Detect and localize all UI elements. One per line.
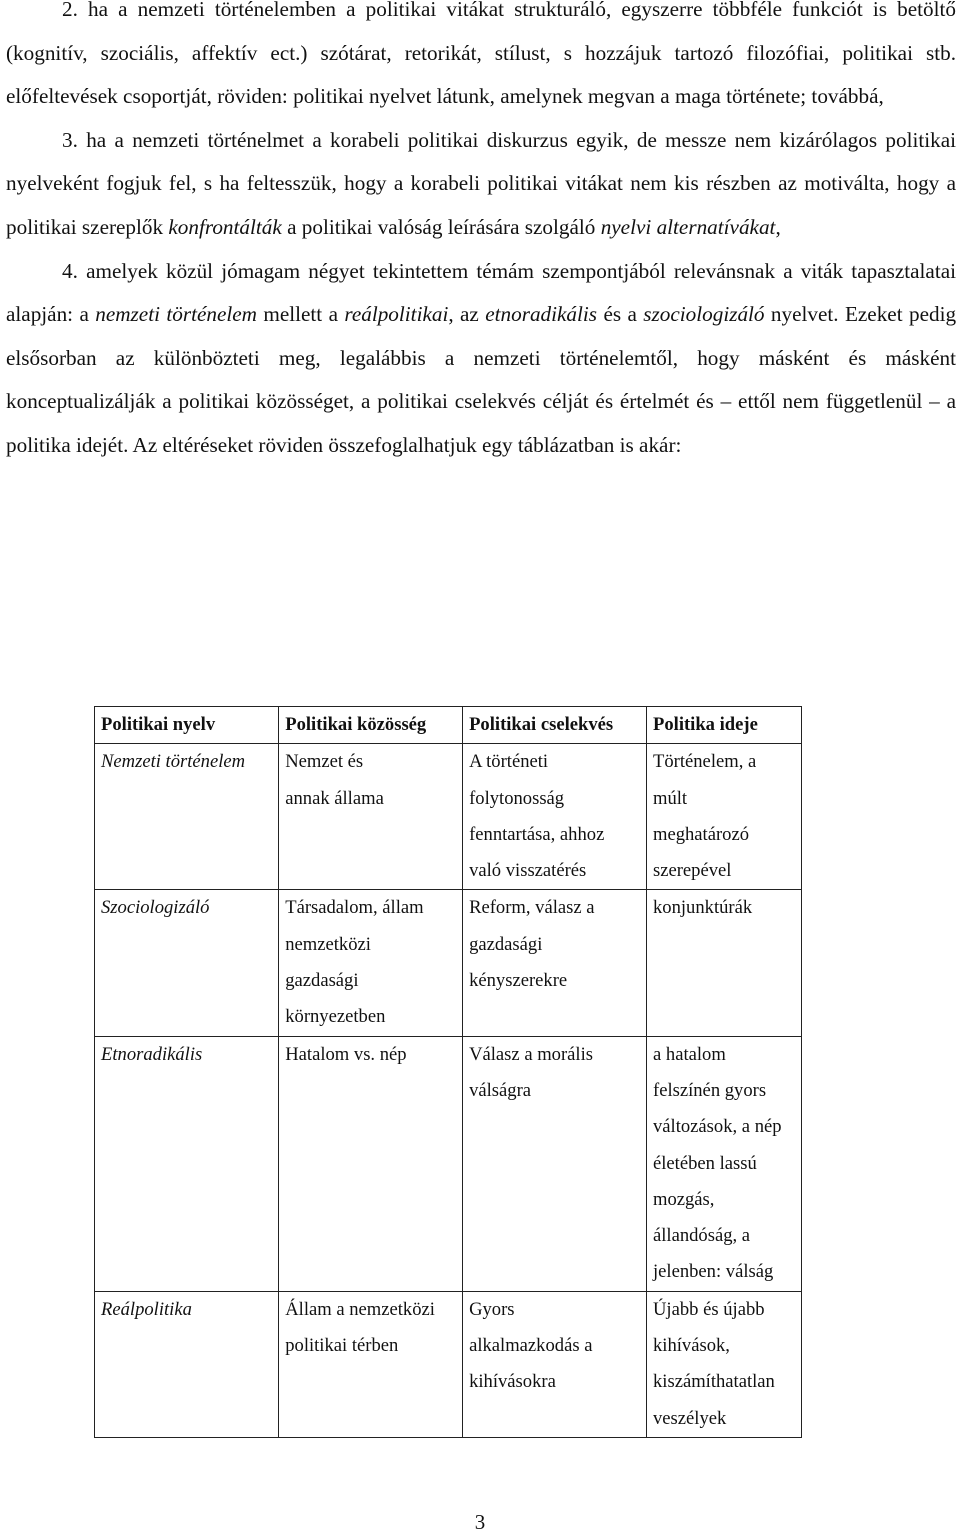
table-header-cell: Politikai közösség: [279, 707, 463, 744]
table-row: [95, 744, 802, 890]
table-cell-action: [463, 1036, 647, 1291]
cell-text: Gyors alkalmazkodás a kihívásokra: [469, 1298, 593, 1393]
cell-text: Történelem, a múlt meghatározó szerepével: [653, 751, 757, 882]
paragraph-text: ha a nemzeti történelmet a korabeli politikai diskurzus egyik, de messze nem kizárólagos politikai nyelveként fogjuk fel, s ha feltesszük, hogy a korabeli politikai vitákat nem kis részben az motiválta, hogy a politikai szereplők: [6, 127, 957, 239]
table-header-row: [95, 707, 802, 744]
emphasis-text: konfrontálták: [168, 214, 282, 239]
table-header-cell: Politikai nyelv: [95, 707, 279, 744]
cell-text: Szociologizáló: [101, 897, 210, 919]
paragraph-number: 3.: [62, 127, 78, 152]
paragraph-text: ,: [775, 214, 781, 239]
body-text: [6, 0, 956, 468]
table-cell-time: [647, 890, 802, 1036]
emphasis-text: nyelvi alternatívákat: [600, 214, 776, 239]
table-cell-action: [463, 1291, 647, 1437]
cell-text: Állam a nemzetközi politikai térben: [285, 1298, 435, 1357]
cell-text: Etnoradikális: [101, 1043, 203, 1065]
paragraph-number: 2.: [62, 0, 78, 21]
paragraph-text: mellett a: [263, 302, 338, 327]
paragraph-text: nyelvet. Ezeket pedig elsősorban az különbözteti meg, legalábbis a nemzeti történelemtől, hogy másként és másként konceptualizálják a politikai közösséget, a politikai cselekvés célját és értelmét és – ettől nem függetlenül – a politika idejét. Az eltéréseket röviden összefoglalhatjuk egy táblázatban is akár:: [6, 302, 957, 457]
table-cell-community: [279, 890, 463, 1036]
cell-text: Társadalom, állam nemzetközi gazdasági környezetben: [285, 897, 424, 1028]
table-cell-time: [647, 1291, 802, 1437]
table-header-cell: Politikai cselekvés: [463, 707, 647, 744]
table-cell-language: [95, 890, 279, 1036]
cell-text: Újabb és újabb kihívások, kiszámíthatatlan veszélyek: [653, 1298, 775, 1429]
table-cell-time: [647, 1036, 802, 1291]
paragraph-text: amelyek közül jómagam négyet tekintettem témám szempontjából relevánsnak a viták tapasztalatai alapján: a: [6, 258, 957, 327]
emphasis-text: reálpolitikai: [344, 302, 449, 327]
cell-text: a hatalom felszínén gyors változások, a nép életében lassú mozgás, állandóság, a jelenben: válság: [653, 1043, 782, 1283]
table-cell-community: [279, 744, 463, 890]
table-row: [95, 1291, 802, 1437]
paragraph-number: 4.: [62, 258, 78, 283]
paragraph-4: [6, 250, 956, 468]
political-languages-table: [94, 706, 802, 1438]
paragraph-text: , az: [448, 302, 479, 327]
cell-text: Reform, válasz a gazdasági kényszerekre: [469, 897, 595, 992]
table-cell-language: [95, 744, 279, 890]
page-number: 3: [474, 1510, 486, 1534]
table-cell-language: [95, 1036, 279, 1291]
table-row: [95, 1036, 802, 1291]
table-cell-language: [95, 1291, 279, 1437]
table-header-cell: Politika ideje: [647, 707, 802, 744]
emphasis-text: nemzeti történelem: [95, 302, 257, 327]
emphasis-text: szociologizáló: [643, 302, 765, 327]
cell-text: Hatalom vs. nép: [285, 1043, 407, 1065]
table-row: [95, 890, 802, 1036]
cell-text: A történeti folytonosság fenntartása, ahhoz való visszatérés: [469, 751, 605, 882]
table-cell-community: [279, 1036, 463, 1291]
emphasis-text: etnoradikális: [485, 302, 598, 327]
cell-text: Nemzeti történelem: [101, 751, 246, 773]
table-cell-action: [463, 890, 647, 1036]
paragraph-3: [6, 119, 956, 250]
cell-text: Nemzet és annak állama: [285, 751, 384, 809]
paragraph-text: a politikai valóság leírására szolgáló: [287, 214, 596, 239]
paragraph-text: ha a nemzeti történelemben a politikai vitákat strukturáló, egyszerre többféle funkciót is betöltő (kognitív, szociális, affektív ect.) szótárat, retorikát, stílust, s hozzájuk tartozó filozófiai, politikai stb. előfeltevések csoportját, röviden: politikai nyelvet látunk, amelynek megvan a maga története; továbbá,: [6, 0, 956, 109]
paragraph-2: [6, 0, 956, 119]
cell-text: Válasz a morális válságra: [469, 1043, 593, 1101]
paragraph-text: és a: [603, 302, 637, 327]
table-cell-action: [463, 744, 647, 890]
table-cell-time: [647, 744, 802, 890]
cell-text: Reálpolitika: [101, 1298, 192, 1320]
table-cell-community: [279, 1291, 463, 1437]
cell-text: konjunktúrák: [653, 897, 753, 919]
